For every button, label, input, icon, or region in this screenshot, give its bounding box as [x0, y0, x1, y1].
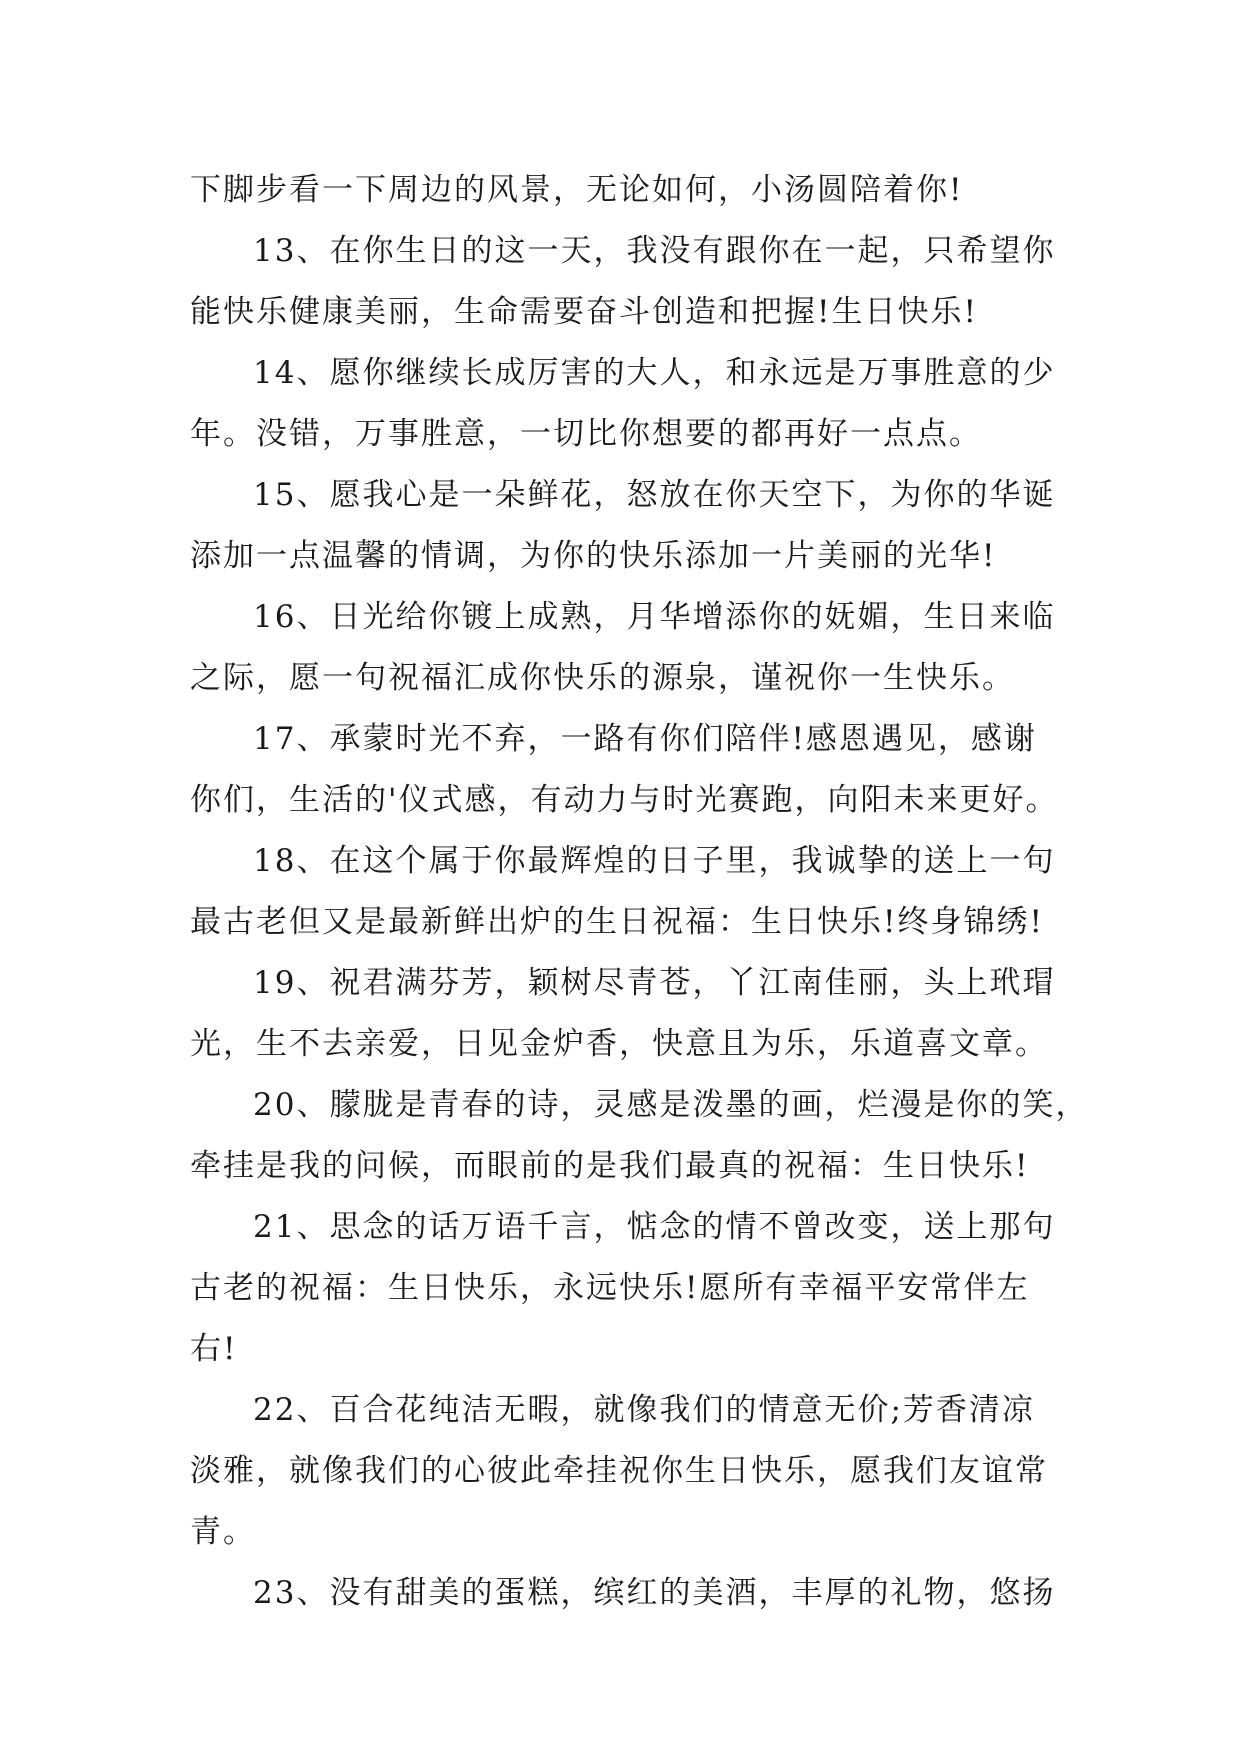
text-line: 添加一点温馨的情调，为你的快乐添加一片美丽的光华! — [190, 538, 997, 574]
text-line: 21、思念的话万语千言，惦念的情不曾改变，送上那句 — [253, 1209, 1056, 1245]
document-body — [190, 160, 1089, 1624]
text-line: 右! — [190, 1331, 238, 1367]
text-line: 你们，生活的'仪式感，有动力与时光赛跑，向阳未来更好。 — [190, 782, 1059, 818]
text-line: 14、愿你继续长成厉害的大人，和永远是万事胜意的少 — [253, 355, 1056, 391]
text-line: 15、愿我心是一朵鲜花，怒放在你天空下，为你的华诞 — [253, 477, 1056, 513]
text-line: 之际，愿一句祝福汇成你快乐的源泉，谨祝你一生快乐。 — [190, 660, 1015, 696]
text-line: 16、日光给你镀上成熟，月华增添你的妩媚，生日来临 — [253, 599, 1056, 635]
text-line: 年。没错，万事胜意，一切比你想要的都再好一点点。 — [190, 416, 982, 452]
text-line: 下脚步看一下周边的风景，无论如何，小汤圆陪着你! — [190, 172, 964, 208]
text-line: 最古老但又是最新鲜出炉的生日祝福：生日快乐!终身锦绣! — [190, 904, 1044, 940]
text-line: 20、朦胧是青春的诗，灵感是泼墨的画，烂漫是你的笑， — [253, 1087, 1089, 1123]
text-line: 淡雅，就像我们的心彼此牵挂祝你生日快乐，愿我们友谊常 — [190, 1453, 1048, 1489]
text-line: 能快乐健康美丽，生命需要奋斗创造和把握!生日快乐! — [190, 294, 978, 330]
text-line: 光，生不去亲爱，日见金炉香，快意且为乐，乐道喜文章。 — [190, 1026, 1048, 1062]
text-line: 13、在你生日的这一天，我没有跟你在一起，只希望你 — [253, 233, 1056, 269]
text-line: 17、承蒙时光不弃，一路有你们陪伴!感恩遇见，感谢 — [253, 721, 1037, 757]
text-line: 19、祝君满芬芳，颖树尽青苍，丫江南佳丽，头上玳瑁 — [253, 965, 1056, 1001]
text-line: 青。 — [190, 1514, 256, 1550]
text-line: 22、百合花纯洁无暇，就像我们的情意无价;芳香清凉 — [253, 1392, 1035, 1428]
text-line: 23、没有甜美的蛋糕，缤红的美酒，丰厚的礼物，悠扬 — [253, 1575, 1056, 1611]
text-line: 牵挂是我的问候，而眼前的是我们最真的祝福：生日快乐! — [190, 1148, 1030, 1184]
text-line: 古老的祝福：生日快乐，永远快乐!愿所有幸福平安常伴左 — [190, 1270, 1030, 1306]
text-line: 18、在这个属于你最辉煌的日子里，我诚挚的送上一句 — [253, 843, 1056, 879]
